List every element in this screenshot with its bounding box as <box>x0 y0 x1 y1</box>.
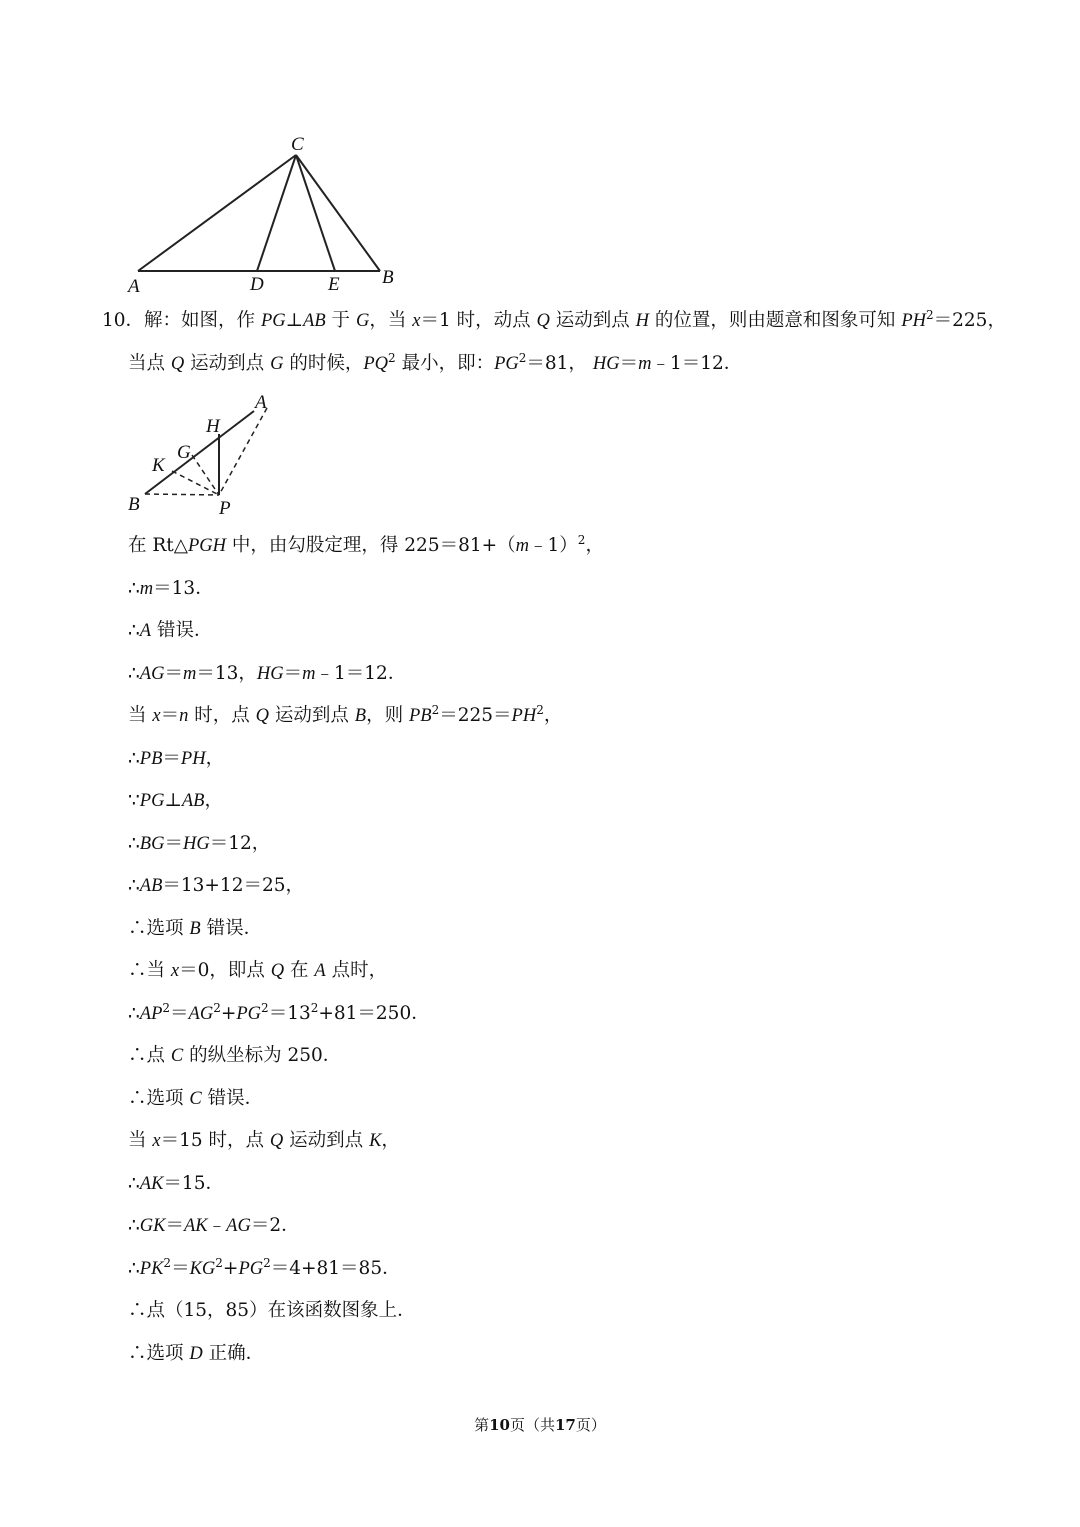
step-8: ∴BG＝HG＝12， <box>128 833 271 854</box>
segment-AP <box>219 408 267 495</box>
segment-AC <box>138 155 296 271</box>
step-5: 当 x＝n 时，点 Q 运动到点 B，则 $PB^2=225=PH^2$， <box>128 703 563 726</box>
step-4: ∴AG＝m＝13，HG＝m﹣1＝12． <box>128 663 407 684</box>
segment-BP <box>145 494 219 495</box>
segment-KP <box>172 471 219 495</box>
label-H: H <box>206 416 220 437</box>
label-G: G <box>177 442 191 463</box>
problem-line-1: 10．解：如图，作 PG⊥AB 于 G，当 x＝1 时，动点 Q 运动到点 H 的位置，则由题意和图象可知 $PH^2=225$， <box>102 308 1006 331</box>
step-12: $\therefore AP^2=AG^2+PG^2=13^2+81=250$． <box>128 1001 430 1024</box>
step-3: ∴A 错误． <box>128 620 213 641</box>
step-2: ∴m＝13． <box>128 578 214 599</box>
label-K: K <box>152 455 165 476</box>
step-17: ∴GK＝AK﹣AG＝2． <box>128 1215 300 1236</box>
label-B: B <box>382 267 394 288</box>
step-1: 在 Rt△PGH 中，由勾股定理，得 225＝81+（m﹣1）$^2$， <box>128 533 604 556</box>
step-6: ∴PB＝PH， <box>128 748 225 769</box>
page-number: 10 <box>489 1416 510 1434</box>
triangle-figure-1 <box>120 128 410 298</box>
step-13: ∴点 C 的纵坐标为 250． <box>128 1045 342 1066</box>
segment-CD <box>257 155 296 271</box>
problem-line-2: 当点 Q 运动到点 G 的时候，$PQ^2$ 最小，即：$PG^2=81$， HG＝m﹣1＝12． <box>128 351 743 374</box>
label-C: C <box>291 134 304 155</box>
step-14: ∴选项 C 错误． <box>128 1088 264 1109</box>
step-7: ∵PG⊥AB， <box>128 790 223 811</box>
step-15: 当 x＝15 时，点 Q 运动到点 K， <box>128 1130 400 1151</box>
page-footer: 第10页（共17页） <box>474 1416 606 1434</box>
segment-BA <box>145 411 254 494</box>
step-16: ∴AK＝15． <box>128 1173 224 1194</box>
label-E: E <box>328 274 340 295</box>
step-9: ∴AB＝13+12＝25， <box>128 875 305 896</box>
geometry-figure-2 <box>122 388 282 518</box>
problem-number: 10． <box>102 310 145 331</box>
segment-CE <box>296 155 335 271</box>
label-P: P <box>219 498 231 518</box>
step-10: ∴选项 B 错误． <box>128 918 263 939</box>
step-11: ∴当 x＝0，即点 Q 在 A 点时， <box>128 960 388 981</box>
label-D: D <box>250 274 264 295</box>
step-18: $\therefore PK^2=KG^2+PG^2=4+81=85$． <box>128 1256 401 1279</box>
label-A: A <box>255 392 267 413</box>
segment-GP <box>192 455 219 495</box>
label-B: B <box>128 494 140 515</box>
label-A: A <box>128 276 140 297</box>
step-20: ∴选项 D 正确． <box>128 1343 265 1364</box>
step-19: ∴点（15，85）在该函数图象上． <box>128 1300 416 1321</box>
page-total: 17 <box>555 1416 576 1434</box>
segment-BC <box>296 155 380 271</box>
